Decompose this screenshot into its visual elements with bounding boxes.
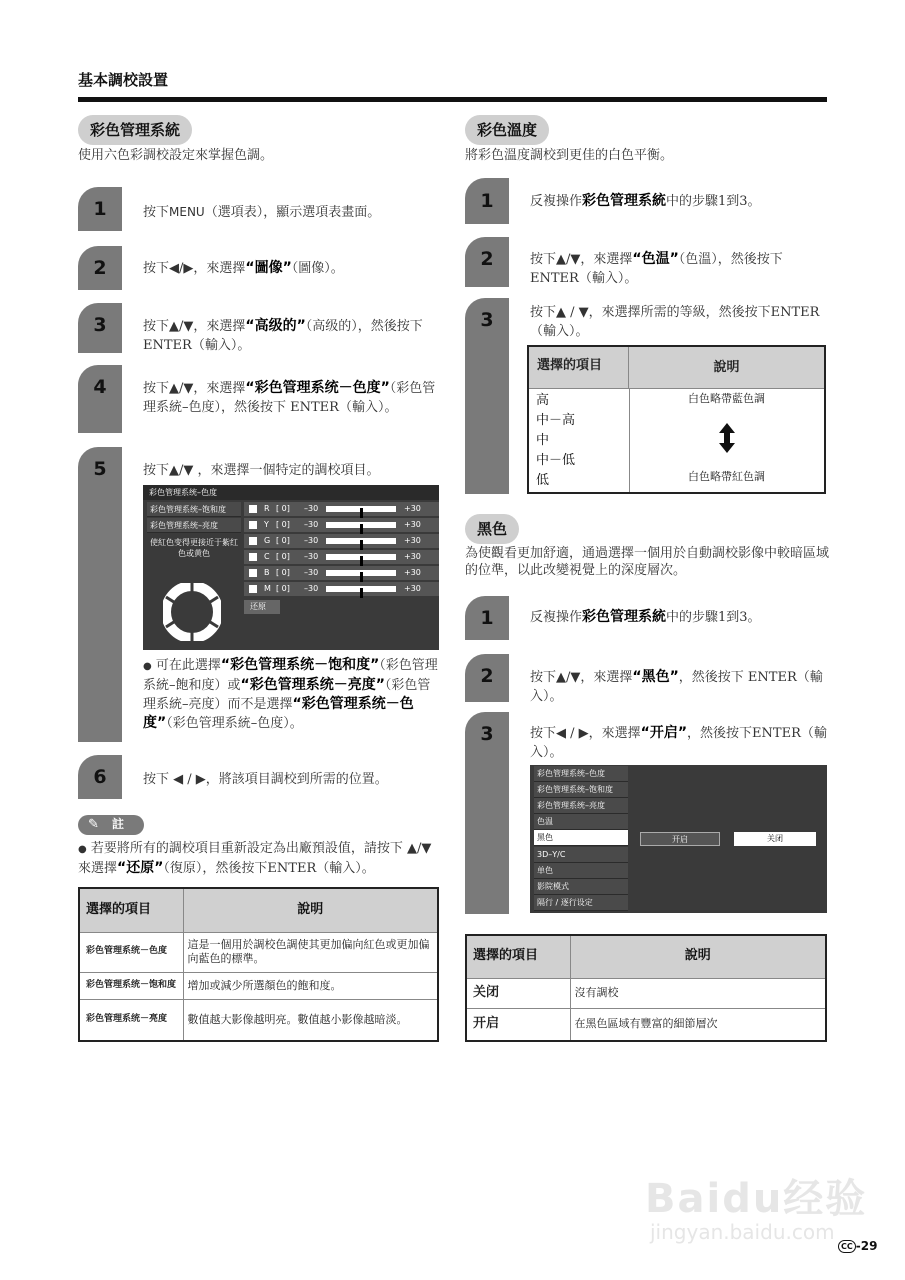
slider-thumb[interactable] (360, 508, 363, 518)
step-3-number: 3 (93, 314, 107, 336)
slider-max: +30 (404, 520, 421, 529)
table-row: 彩色管理系统－饱和度 增加或減少所選顏色的飽和度。 (79, 972, 438, 999)
channel-value: [ 0] (276, 552, 290, 561)
slider-track[interactable] (326, 586, 396, 592)
osd-slider-row[interactable] (244, 518, 439, 532)
color-temp-table (527, 345, 826, 494)
osd-slider-row[interactable] (244, 534, 439, 548)
section-title-color-temp: 彩色溫度 (465, 115, 549, 145)
osd-menu-item: 隔行 / 逐行设定 (534, 895, 628, 911)
step-6-number: 6 (93, 766, 107, 788)
black-step-1-text: 反複操作彩色管理系統中的步驟1到3。 (530, 609, 761, 625)
table-row: 开启 在黑色區域有豐富的細節層次 (466, 1008, 826, 1041)
temp-step-2-text: 按下▲/▼，來選擇“色温”（色溫），然後按下 ENTER（輸入）。 (530, 251, 783, 286)
channel-label: M (264, 584, 271, 593)
section-title-black: 黑色 (465, 514, 519, 544)
slider-thumb[interactable] (360, 588, 363, 598)
checkbox[interactable] (249, 585, 257, 593)
osd-title: 彩色管理系统–色度 (143, 485, 439, 500)
black-step-2-text: 按下▲/▼，來選擇“黑色”，然後按下 ENTER（輸入）。 (530, 669, 823, 704)
osd-menu-item: 彩色管理系统–亮度 (147, 518, 241, 533)
temp-step-1-number: 1 (480, 190, 494, 212)
slider-max: +30 (404, 584, 421, 593)
language-badge-icon: CC (838, 1240, 856, 1253)
checkbox[interactable] (249, 505, 257, 513)
slider-thumb[interactable] (360, 556, 363, 566)
step-1-number: 1 (93, 198, 107, 220)
channel-value: [ 0] (276, 536, 290, 545)
osd-menu-item: 彩色管理系统–色度 (534, 766, 628, 782)
level-item: 低 (536, 473, 550, 488)
black-table (465, 934, 827, 1042)
slider-track[interactable] (326, 506, 396, 512)
checkbox[interactable] (249, 569, 257, 577)
desc-bottom: 白色略帶紅色調 (688, 470, 765, 483)
slider-max: +30 (404, 536, 421, 545)
header-rule (78, 97, 827, 102)
slider-thumb[interactable] (360, 572, 363, 582)
table-row: 关闭 沒有調校 (466, 978, 826, 1008)
black-step-3-number: 3 (480, 723, 494, 745)
osd-slider-row[interactable] (244, 550, 439, 564)
slider-max: +30 (404, 552, 421, 561)
temp-step-2-number: 2 (480, 248, 494, 270)
color-temp-intro: 將彩色溫度調校到更佳的白色平衡。 (465, 148, 674, 163)
temp-step-3-number: 3 (480, 309, 494, 331)
page-header: 基本調校設置 (78, 71, 169, 89)
osd-menu-item: 彩色管理系统–饱和度 (534, 782, 628, 798)
level-item: 中－高 (536, 413, 576, 428)
osd-menu-item: 彩色管理系统–亮度 (534, 798, 628, 814)
table-header: 選擇的項目 (466, 935, 570, 978)
up-down-arrow-icon (719, 423, 735, 453)
step-2-text: 按下◀/▶，來選擇“圖像”（圖像）。 (143, 260, 344, 276)
watermark-logo: Baidu经验 (645, 1176, 868, 1222)
cms-intro: 使用六色彩調校設定來掌握色調。 (78, 148, 274, 163)
slider-min: –30 (304, 552, 319, 561)
watermark-url: jingyan.baidu.com (650, 1220, 835, 1244)
step-3-text: 按下▲/▼，來選擇“高级的”（高级的），然後按下 ENTER（輸入）。 (143, 318, 423, 353)
osd-menu-item: 3D–Y/C (534, 847, 628, 863)
channel-value: [ 0] (276, 504, 290, 513)
osd-menu-item: 彩色管理系统–饱和度 (147, 502, 241, 517)
channel-label: C (264, 552, 270, 561)
step-6-text: 按下 ◀ / ▶，將該項目調校到所需的位置。 (143, 772, 388, 787)
channel-label: G (264, 536, 271, 545)
note-text: ● 若要將所有的調校項目重新設定為出廠預設值，請按下 ▲/▼來選擇“还原”（復原），然後按下ENTER（輸入）。 (78, 841, 432, 876)
osd-option-on[interactable]: 开启 (640, 832, 720, 846)
temp-levels (536, 391, 575, 491)
temp-step-1-text: 反複操作彩色管理系統中的步驟1到3。 (530, 193, 761, 209)
osd-menu-item: 单色 (534, 863, 628, 879)
channel-label: B (264, 568, 270, 577)
osd-menu-item: 影院模式 (534, 879, 628, 895)
table-row: 彩色管理系统－亮度 數值越大影像越明亮。數值越小影像越暗淡。 (79, 999, 438, 1041)
osd-slider-row[interactable] (244, 502, 439, 516)
step-5-number: 5 (93, 458, 107, 480)
level-item: 中－低 (536, 453, 576, 468)
osd-hint: 使紅色变得更接近于紫红色或黄色 (150, 538, 238, 558)
osd-menu-item-selected: 黑色 (534, 830, 628, 846)
section-title-cms: 彩色管理系統 (78, 115, 192, 145)
black-osd-screen (530, 765, 827, 913)
step-4-number: 4 (93, 376, 107, 398)
temp-step-3-text: 按下▲ / ▼，來選擇所需的等級，然後按下ENTER（輸入）。 (530, 305, 820, 339)
step-5-bar (78, 447, 122, 742)
black-step-1-number: 1 (480, 607, 494, 629)
color-wheel-icon (163, 583, 221, 641)
slider-track[interactable] (326, 554, 396, 560)
step-2-number: 2 (93, 257, 107, 279)
slider-thumb[interactable] (360, 540, 363, 550)
table-header: 選擇的項目 (529, 347, 629, 389)
slider-min: –30 (304, 504, 319, 513)
slider-track[interactable] (326, 538, 396, 544)
slider-track[interactable] (326, 522, 396, 528)
table-header: 選擇的項目 (79, 888, 183, 932)
slider-min: –30 (304, 520, 319, 529)
level-item: 高 (536, 393, 550, 408)
slider-min: –30 (304, 536, 319, 545)
channel-value: [ 0] (276, 520, 290, 529)
table-row: 彩色管理系统－色度 這是一個用於調校色調使其更加偏向紅色或更加偏向藍色的標準。 (79, 932, 438, 972)
cms-osd-screen (143, 485, 439, 650)
checkbox[interactable] (249, 521, 257, 529)
black-step-2-number: 2 (480, 665, 494, 687)
desc-top: 白色略帶藍色調 (688, 392, 765, 405)
checkbox[interactable] (249, 537, 257, 545)
slider-max: +30 (404, 504, 421, 513)
table-header: 說明 (629, 347, 824, 389)
paperclip-icon: ✎ (88, 817, 99, 832)
osd-slider-row[interactable] (244, 566, 439, 580)
cms-bullet-note: ● 可在此選擇“彩色管理系统－饱和度”（彩色管理系統–飽和度）或“彩色管理系统－亮度”（彩色管理系統–亮度）而不是選擇“彩色管理系统－色度”（彩色管理系統–色度）。 (143, 657, 438, 731)
cms-table (78, 887, 439, 1042)
black-step-3-text: 按下◀ / ▶，來選擇“开启”，然後按下ENTER（輸入）。 (530, 725, 827, 760)
checkbox[interactable] (249, 553, 257, 561)
table-header: 說明 (183, 888, 438, 932)
slider-track[interactable] (326, 570, 396, 576)
osd-menu-item: 色温 (534, 814, 628, 830)
step-4-text: 按下▲/▼，來選擇“彩色管理系统－色度”（彩色管理系統–色度），然後按下 ENTER（輸入）。 (143, 380, 436, 415)
channel-label: R (264, 504, 270, 513)
channel-label: Y (264, 520, 269, 529)
step-5-text: 按下▲/▼ ，來選擇一個特定的調校項目。 (143, 463, 380, 478)
table-header: 說明 (570, 935, 826, 978)
channel-value: [ 0] (276, 568, 290, 577)
channel-value: [ 0] (276, 584, 290, 593)
osd-option-off[interactable]: 关闭 (734, 832, 816, 846)
slider-thumb[interactable] (360, 524, 363, 534)
note-label: ✎ 註 (78, 815, 144, 835)
osd-reset-button[interactable]: 还原 (244, 600, 280, 614)
slider-max: +30 (404, 568, 421, 577)
slider-min: –30 (304, 568, 319, 577)
level-item: 中 (536, 433, 550, 448)
black-intro: 為使觀看更加舒適，通過選擇一個用於自動調校影像中較暗區域的位準，以此改變視覺上的深度層次。 (465, 546, 830, 578)
step-1-text: 按下MENU（選項表），顯示選項表畫面。 (143, 205, 381, 220)
osd-slider-row[interactable] (244, 582, 439, 596)
page-number: CC -29 (838, 1238, 877, 1255)
slider-min: –30 (304, 584, 319, 593)
